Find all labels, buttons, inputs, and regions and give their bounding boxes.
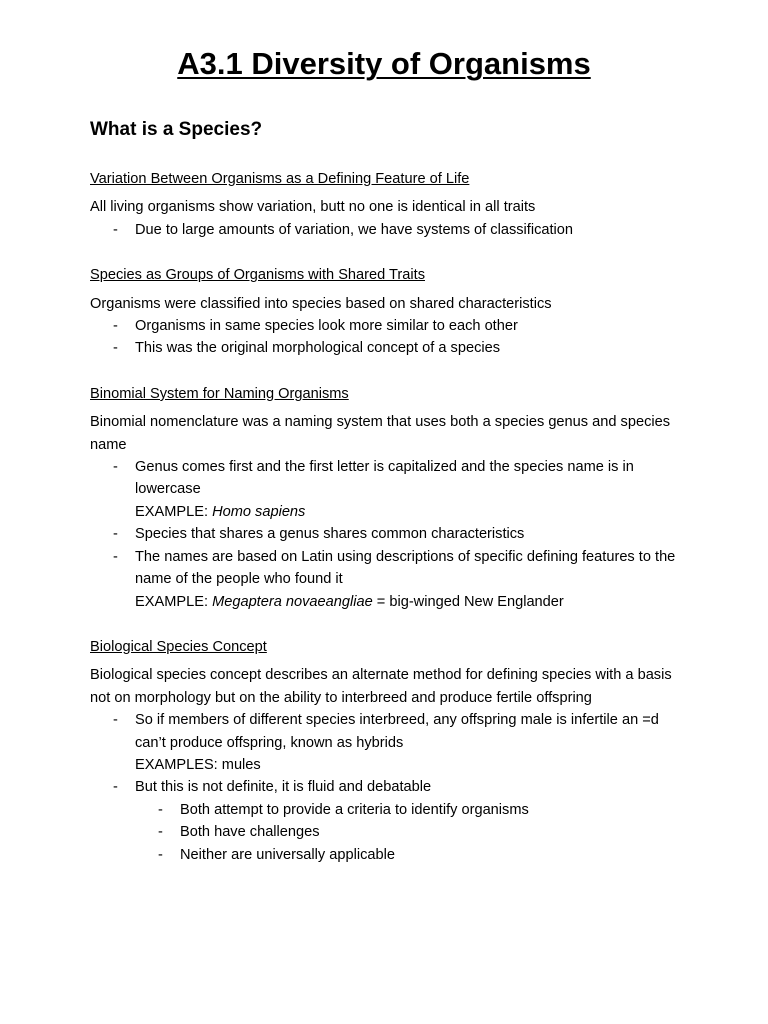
list-item-text: So if members of different species interbreed, any offspring male is infertile an =d can’t produce offspring, known as hybrids bbox=[135, 712, 659, 751]
paragraph: Binomial nomenclature was a naming system that uses both a species genus and species name bbox=[90, 414, 671, 453]
subheading-variation: Variation Between Organisms as a Defining Feature of Life bbox=[90, 171, 470, 187]
list-item: - Species that shares a genus shares common characteristics bbox=[90, 523, 690, 545]
paragraph: All living organisms show variation, butt no one is identical in all traits bbox=[90, 199, 536, 216]
list-item bbox=[90, 709, 690, 776]
example-text: EXAMPLES: mules bbox=[135, 756, 261, 773]
paragraph: Organisms were classified into species based on shared characteristics bbox=[90, 295, 552, 312]
section-shared-traits bbox=[90, 264, 690, 360]
section-biological-species bbox=[90, 636, 690, 866]
list-item: - This was the original morphological concept of a species bbox=[90, 337, 690, 359]
list-item bbox=[90, 546, 690, 613]
document-body bbox=[90, 168, 690, 889]
list-item: - But this is not definite, it is fluid and debatable bbox=[90, 776, 690, 798]
section-binomial bbox=[90, 383, 690, 613]
bullet-list bbox=[90, 315, 690, 360]
list-item bbox=[90, 456, 690, 523]
sub-list-item: - Neither are universally applicable bbox=[90, 844, 690, 866]
example-italic: Megaptera novaeangliae bbox=[212, 593, 373, 610]
sub-list-item: - Both have challenges bbox=[90, 821, 690, 843]
example-label: EXAMPLE: bbox=[135, 503, 213, 520]
list-item: - Due to large amounts of variation, we have systems of classification bbox=[90, 219, 690, 241]
bullet-list bbox=[90, 456, 690, 613]
bullet-list bbox=[90, 709, 690, 866]
section-variation bbox=[90, 168, 690, 241]
subheading-binomial: Binomial System for Naming Organisms bbox=[90, 385, 349, 402]
subheading-biological-species: Biological Species Concept bbox=[90, 638, 267, 655]
example-italic: Homo sapiens bbox=[212, 503, 306, 520]
bullet-list bbox=[90, 219, 690, 241]
list-item: - Organisms in same species look more similar to each other bbox=[90, 315, 690, 337]
subheading-shared-traits: Species as Groups of Organisms with Shared Traits bbox=[90, 267, 425, 284]
sub-list-item: - Both attempt to provide a criteria to identify organisms bbox=[90, 799, 690, 821]
document-title: A3.1 Diversity of Organisms bbox=[177, 46, 591, 81]
example-label: EXAMPLE: bbox=[135, 593, 213, 610]
section-heading: What is a Species? bbox=[90, 119, 263, 140]
list-item-text: The names are based on Latin using descriptions of specific defining features to the name of the people who found it bbox=[135, 548, 676, 588]
example-rest: = big-winged New Englander bbox=[372, 593, 564, 610]
paragraph: Biological species concept describes an alternate method for defining species with a basis not on morphology but on the ability to interbreed and produce fertile offspring bbox=[90, 667, 672, 706]
list-item-text: Genus comes first and the first letter is capitalized and the species name is in lowercase bbox=[135, 459, 634, 498]
